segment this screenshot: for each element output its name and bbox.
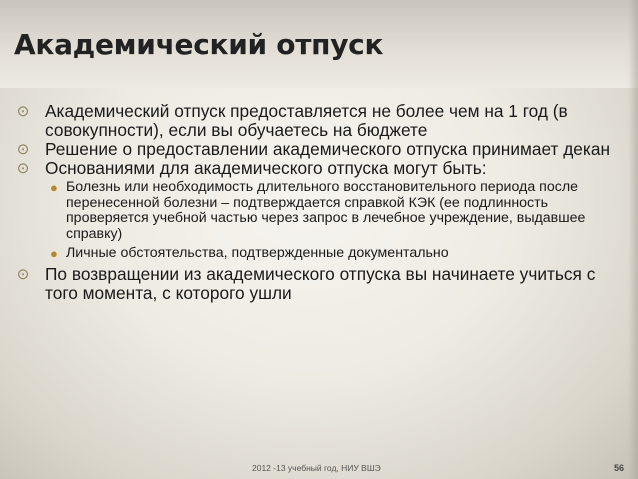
dot-bullet-icon: ● (50, 246, 58, 262)
sub-bullet-item (14, 246, 614, 262)
bullet-item (14, 140, 614, 159)
bullet-item (14, 265, 614, 303)
slide-content (14, 102, 614, 303)
bullet-text: Академический отпуск предоставляется не более чем на 1 год (в совокупности), если вы обучаетесь на бюджете (45, 101, 568, 140)
slide-title: Академический отпуск (14, 28, 384, 61)
bullet-item (14, 159, 614, 178)
sub-bullet-text: Личные обстоятельства, подтвержденные документально (66, 245, 449, 262)
slide-edge-shadow (628, 0, 638, 479)
bullet-text: Основаниями для академического отпуска могут быть: (45, 158, 487, 178)
slide-footer: 2012 -13 учебный год, НИУ ВШЭ (252, 463, 381, 473)
sun-bullet-icon: ⊙ (16, 160, 30, 177)
dot-bullet-icon: ● (50, 180, 58, 195)
bullet-item (14, 102, 614, 140)
sub-bullet-item (14, 180, 614, 242)
sub-bullet-text: Болезнь или необходимость длительного восстановительного периода после перенесенной болезни – подтверждается справкой КЭК (ее подлинность проверяется учебной частью через запрос в лечебное учреждение, выдавшее справку) (66, 179, 586, 242)
sun-bullet-icon: ⊙ (16, 265, 30, 283)
bullet-text: По возвращении из академического отпуска вы начинаете учиться с того момента, с которого ушли (45, 263, 596, 303)
sun-bullet-icon: ⊙ (16, 103, 30, 120)
bullet-text: Решение о предоставлении академического отпуска принимает декан (45, 139, 611, 159)
sun-bullet-icon: ⊙ (16, 141, 30, 158)
page-number: 56 (614, 463, 625, 473)
